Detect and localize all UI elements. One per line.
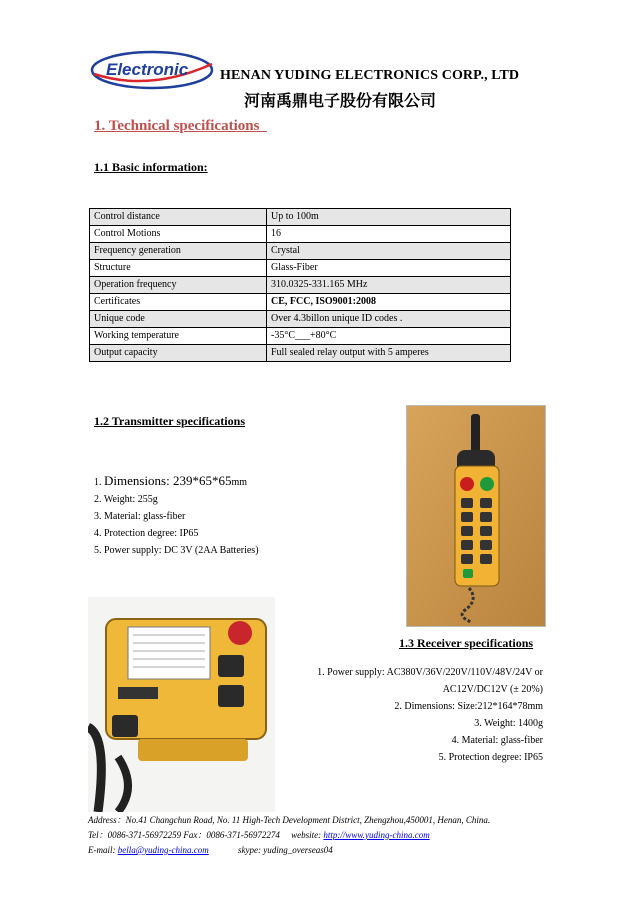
company-logo	[90, 44, 220, 94]
table-cell-value: 310.0325-331.165 MHz	[267, 277, 511, 294]
item-number: 1.	[94, 477, 102, 488]
table-row	[90, 277, 511, 294]
company-name-cn: 河南禹鼎电子股份有限公司	[244, 91, 437, 110]
list-item: 4. Material: glass-fiber	[451, 735, 543, 746]
list-item	[94, 472, 259, 491]
logo-swoosh-icon	[90, 44, 220, 94]
table-cell-label: Certificates	[90, 294, 267, 311]
logo-text: Electronic	[106, 60, 189, 79]
table-cell-value: CE, FCC, ISO9001:2008	[267, 294, 511, 311]
table-cell-value: Full sealed relay output with 5 amperes	[267, 345, 511, 362]
table-row	[90, 294, 511, 311]
table-row	[90, 328, 511, 345]
footer-email-row	[88, 843, 490, 858]
list-item: 4. Protection degree: IP65	[94, 528, 199, 539]
footer-website-label: website:	[291, 830, 322, 840]
list-item: 3. Weight: 1400g	[474, 718, 543, 729]
table-cell-label: Working temperature	[90, 328, 267, 345]
table-cell-label: Structure	[90, 260, 267, 277]
item-unit: mm	[231, 477, 248, 488]
table-cell-value: 16	[267, 226, 511, 243]
page-footer	[88, 813, 490, 858]
remote-control-image	[407, 406, 545, 626]
transmitter-photo	[406, 405, 546, 627]
table-cell-label: Operation frequency	[90, 277, 267, 294]
email-link[interactable]: bella@yuding-china.com	[117, 845, 209, 855]
list-item: 3. Material: glass-fiber	[94, 511, 186, 522]
table-row	[90, 311, 511, 328]
table-cell-label: Control distance	[90, 209, 267, 226]
table-cell-label: Output capacity	[90, 345, 267, 362]
table-row	[90, 243, 511, 260]
table-row	[90, 226, 511, 243]
list-item: AC12V/DC12V (± 20%)	[442, 684, 543, 695]
list-item: 5. Power supply: DC 3V (2AA Batteries)	[94, 545, 259, 556]
item-text: Dimensions: 239*65*65	[104, 473, 232, 488]
footer-contact	[88, 828, 490, 843]
receiver-title: 1.3 Receiver specifications	[399, 636, 534, 650]
basic-info-table	[89, 208, 511, 362]
footer-tel-fax: Tel：0086-371-56972259 Fax：0086-371-56972274	[88, 830, 280, 840]
table-row	[90, 345, 511, 362]
section-title: 1. Technical specifications	[94, 118, 267, 134]
table-row	[90, 260, 511, 277]
list-item: 2. Dimensions: Size:212*164*78mm	[394, 701, 543, 712]
footer-skype: skype: yuding_overseas04	[238, 845, 333, 855]
table-cell-value: Crystal	[267, 243, 511, 260]
footer-email-label: E-mail:	[88, 845, 116, 855]
transmitter-title: 1.2 Transmitter specifications	[94, 414, 245, 428]
table-cell-value: -35°C___+80°C	[267, 328, 511, 345]
receiver-spec-list	[243, 664, 543, 766]
transmitter-spec-list	[94, 472, 259, 559]
company-name-en: HENAN YUDING ELECTRONICS CORP., LTD	[220, 68, 520, 83]
table-cell-label: Control Motions	[90, 226, 267, 243]
table-row	[90, 209, 511, 226]
table-cell-value: Over 4.3billon unique ID codes .	[267, 311, 511, 328]
basic-info-title: 1.1 Basic information:	[94, 160, 208, 174]
table-cell-value: Up to 100m	[267, 209, 511, 226]
footer-address: Address：No.41 Changchun Road, No. 11 High-Tech Development District, Zhengzhou,450001, Henan, China.	[88, 815, 491, 825]
table-cell-value: Glass-Fiber	[267, 260, 511, 277]
list-item: 1. Power supply: AC380V/36V/220V/110V/48V/24V or	[317, 667, 543, 678]
website-link[interactable]: http://www.yuding-china.com	[323, 830, 430, 840]
table-cell-label: Unique code	[90, 311, 267, 328]
list-item: 5. Protection degree: IP65	[438, 752, 543, 763]
list-item: 2. Weight: 255g	[94, 494, 158, 505]
table-cell-label: Frequency generation	[90, 243, 267, 260]
